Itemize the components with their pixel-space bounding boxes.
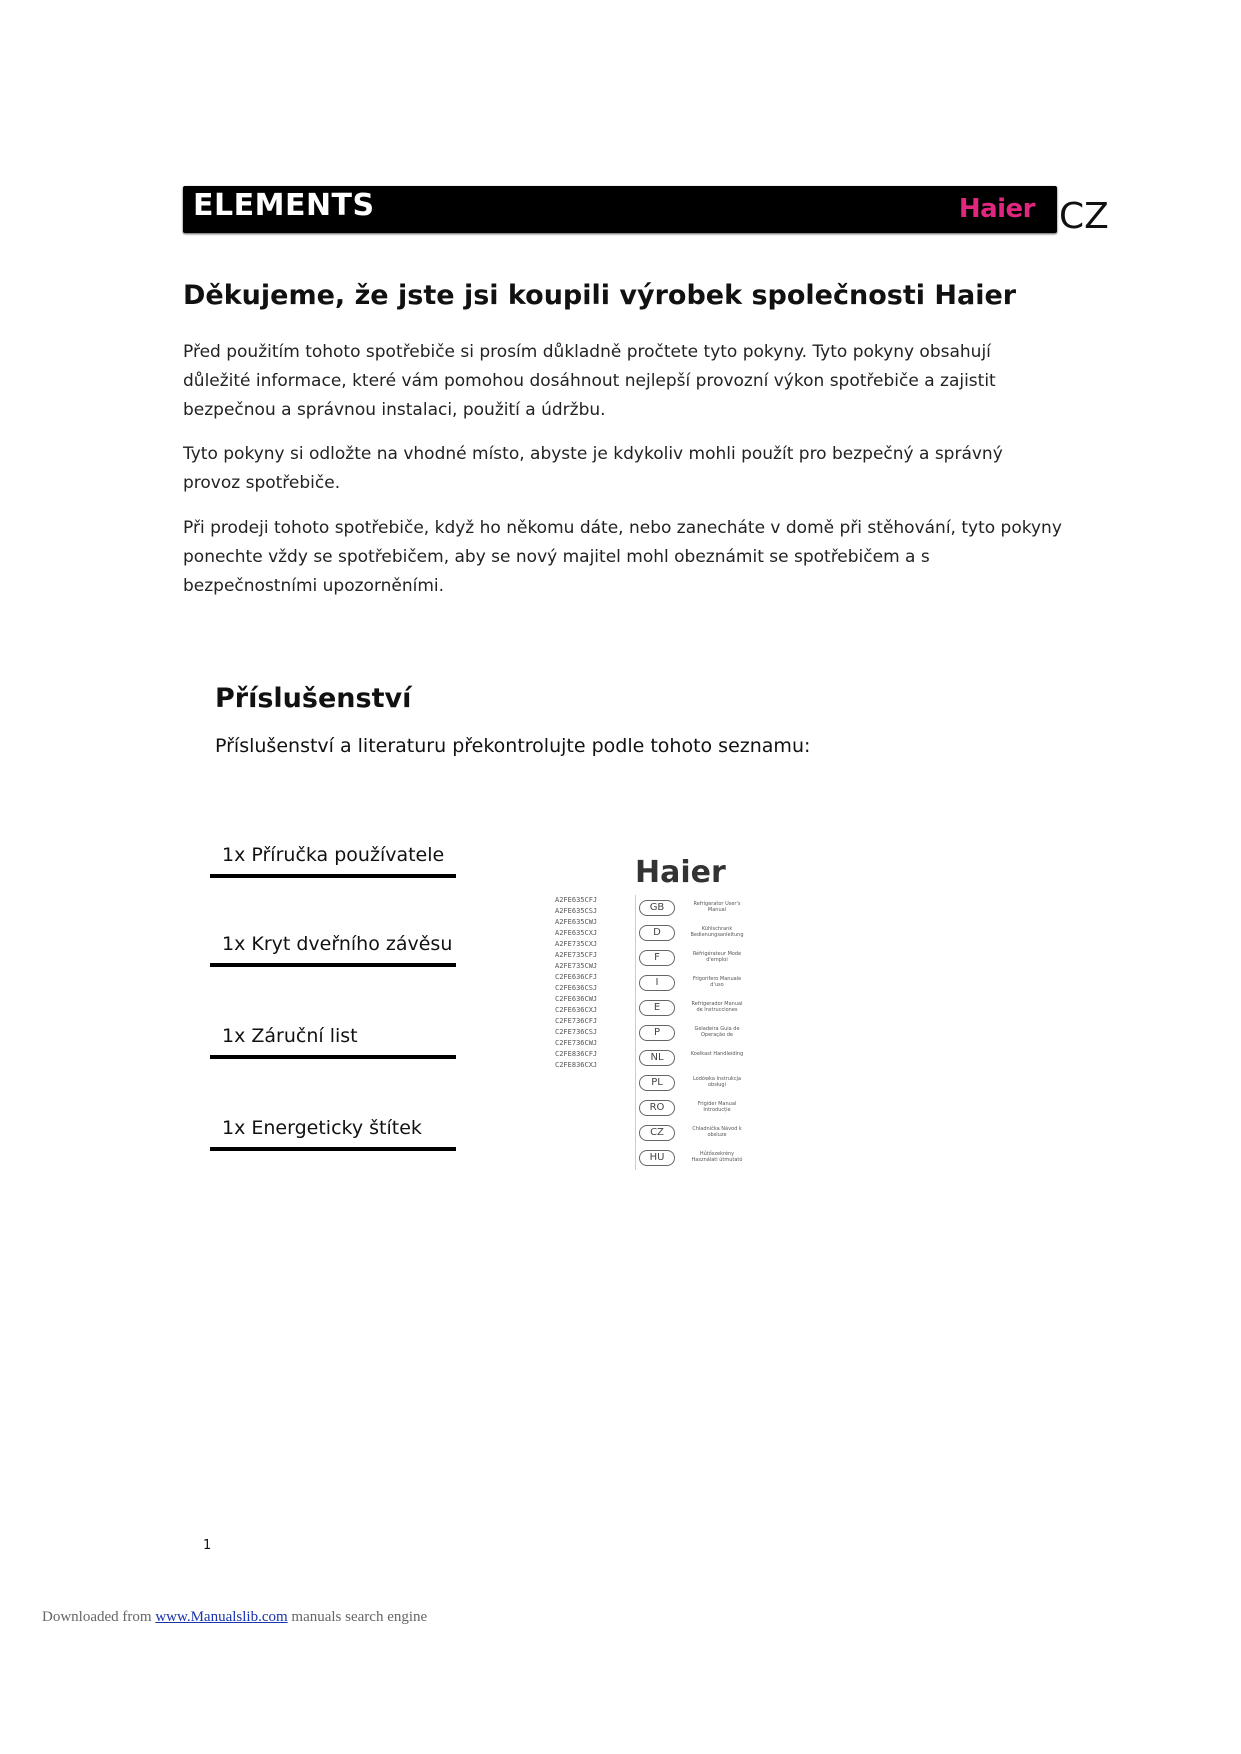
language-code-pill: P: [639, 1025, 675, 1041]
model-code: C2FE636CXJ: [555, 1006, 598, 1014]
model-code: C2FE636CWJ: [555, 995, 598, 1003]
model-code: C2FE836CXJ: [555, 1061, 598, 1069]
language-description: Réfrigérateur Mode d'emploi: [692, 951, 742, 963]
language-code-pill: GB: [639, 900, 675, 916]
model-code: C2FE836CFJ: [555, 1050, 598, 1058]
language-list: [635, 895, 746, 1170]
model-code: A2FE635CSJ: [555, 907, 598, 915]
accessory-item: [210, 1117, 456, 1151]
manualslib-link[interactable]: www.Manualslib.com: [155, 1609, 288, 1625]
footer-prefix: Downloaded from: [42, 1609, 156, 1625]
language-code: CZ: [1059, 196, 1109, 237]
model-code: C2FE636CFJ: [555, 973, 598, 981]
resale-paragraph: Při prodeji tohoto spotřebiče, když ho někomu dáte, nebo zanecháte v domě při stěhování, tyto pokyny ponechte vždy se spotřebičem, aby se nový majitel mohl obeznámit se spotřebičem a s bezpečnostními upozorněními.: [183, 518, 1062, 596]
language-code-pill: F: [639, 950, 675, 966]
header-title: ELEMENTS: [193, 188, 375, 223]
language-code-pill: D: [639, 925, 675, 941]
accessory-label: 1x Příručka používatele: [222, 844, 445, 866]
language-code-pill: HU: [639, 1150, 675, 1166]
model-code: A2FE735CXJ: [555, 940, 598, 948]
haier-logo: Haier: [958, 194, 1035, 224]
language-description: Hűtőszekrény Használati útmutató: [691, 1151, 743, 1163]
page-title: Děkujeme, že jste jsi koupili výrobek společnosti Haier: [183, 280, 1017, 311]
header-bar: [183, 186, 1057, 233]
language-description: Frigider Manual Introducție: [697, 1101, 737, 1113]
accessory-item: [210, 844, 456, 878]
model-code: C2FE736CSJ: [555, 1028, 598, 1036]
language-row: [636, 995, 746, 1020]
language-code-pill: CZ: [639, 1125, 675, 1141]
storage-paragraph: Tyto pokyny si odložte na vhodné místo, abyste je kdykoliv mohli použít pro bezpečný a správný provoz spotřebiče.: [183, 444, 1003, 493]
language-code-pill: E: [639, 1000, 675, 1016]
language-code-pill: RO: [639, 1100, 675, 1116]
language-row: [636, 1070, 746, 1095]
language-row: [636, 1020, 746, 1045]
accessories-heading: Příslušenství: [215, 683, 412, 714]
language-description: Kühlschrank Bedienungsanleitung: [690, 926, 744, 938]
model-code: C2FE736CFJ: [555, 1017, 598, 1025]
language-row: [636, 1095, 746, 1120]
footer-suffix: manuals search engine: [287, 1609, 428, 1625]
intro-paragraph: Před použitím tohoto spotřebiče si prosím důkladně pročtete tyto pokyny. Tyto pokyny obsahují důležité informace, které vám pomohou dosáhnout nejlepší provozní výkon spotřebiče a zajistit bezpečnou a správnou instalaci, použití a údržbu.: [183, 342, 996, 420]
language-row: [636, 945, 746, 970]
accessory-label: 1x Kryt dveřního závěsu: [222, 933, 453, 955]
language-description: Geladeira Guia de Operação de: [694, 1026, 740, 1038]
language-row: [636, 1120, 746, 1145]
model-code: C2FE736CWJ: [555, 1039, 598, 1047]
model-list: [555, 895, 615, 1071]
accessory-label: 1x Záruční list: [222, 1025, 358, 1047]
language-row: [636, 920, 746, 945]
language-description: Refrigerador Manual de Instrucciones: [691, 1001, 743, 1013]
footer: [42, 1609, 427, 1626]
language-description: Refrigerator User's Manual: [693, 901, 741, 913]
language-row: [636, 1045, 746, 1070]
user-manual-cover-image: [555, 855, 805, 1170]
language-row: [636, 895, 746, 920]
language-description: Koelkast Handleiding: [690, 1051, 744, 1057]
language-code-pill: I: [639, 975, 675, 991]
accessory-label: 1x Energeticky štítek: [222, 1117, 422, 1139]
language-row: [636, 970, 746, 995]
language-description: Frigorifero Manuale d'uso: [692, 976, 742, 988]
model-code: A2FE635CWJ: [555, 918, 598, 926]
language-row: [636, 1145, 746, 1170]
language-code-pill: PL: [639, 1075, 675, 1091]
language-code-pill: NL: [639, 1050, 675, 1066]
model-code: A2FE735CWJ: [555, 962, 598, 970]
model-code: A2FE735CFJ: [555, 951, 598, 959]
cover-haier-logo: Haier: [635, 855, 726, 890]
model-code: A2FE635CXJ: [555, 929, 598, 937]
page-number: 1: [203, 1538, 212, 1553]
accessory-item: [210, 933, 456, 967]
accessories-intro: Příslušenství a literaturu překontrolujte podle tohoto seznamu:: [215, 735, 811, 757]
model-code: C2FE636CSJ: [555, 984, 598, 992]
accessory-item: [210, 1025, 456, 1059]
language-description: Lodówka Instrukcja obsługi: [692, 1076, 742, 1088]
model-code: A2FE635CFJ: [555, 896, 598, 904]
language-description: Chladnička Návod k obsluze: [692, 1126, 742, 1138]
